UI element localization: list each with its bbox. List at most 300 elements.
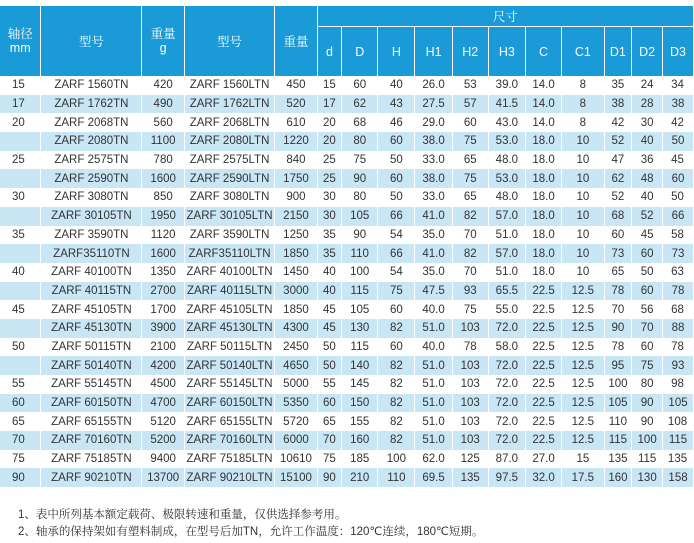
cell-weight-l: 4650 — [275, 356, 318, 375]
cell-c: 22.5 — [526, 319, 562, 338]
cell-c: 22.5 — [526, 412, 562, 431]
cell-d1: 47 — [605, 151, 633, 170]
cell-d3: 63 — [663, 263, 693, 282]
cell-d3: 60 — [663, 169, 693, 188]
cell-weight-l: 10610 — [275, 450, 318, 469]
cell-c: 22.5 — [526, 431, 562, 450]
cell-d: 130 — [342, 319, 378, 338]
cell-h3: 72.0 — [489, 394, 526, 413]
header-weight: 重量 g — [142, 6, 185, 76]
cell-h3: 72.0 — [489, 412, 526, 431]
table-row — [0, 169, 693, 188]
cell-c1: 12.5 — [562, 375, 605, 394]
table-row — [0, 356, 693, 375]
cell-d: 40 — [318, 263, 342, 282]
cell-bore: 65 — [0, 412, 41, 431]
table-row — [0, 188, 693, 207]
cell-weight: 5120 — [142, 412, 185, 431]
cell-d: 90 — [342, 226, 378, 245]
cell-h1: 51.0 — [415, 319, 452, 338]
cell-bore — [0, 356, 41, 375]
cell-h1: 51.0 — [415, 356, 452, 375]
table-row — [0, 412, 693, 431]
cell-model-l: ZARF 2080LTN — [185, 132, 275, 151]
cell-weight: 5200 — [142, 431, 185, 450]
cell-h1: 33.0 — [415, 151, 452, 170]
cell-h2: 70 — [453, 263, 489, 282]
cell-weight-l: 5350 — [275, 394, 318, 413]
footnote-2: 2、轴承的保持架如有塑料制成，在型号后加TN，允许工作温度：120℃连续，180℃短期。 — [18, 526, 484, 538]
cell-weight-l: 1850 — [275, 244, 318, 263]
cell-h1: 47.5 — [415, 282, 452, 301]
cell-h3: 48.0 — [489, 188, 526, 207]
table-row — [0, 468, 693, 487]
cell-d: 80 — [342, 132, 378, 151]
cell-h3: 39.0 — [489, 76, 526, 95]
cell-d3: 88 — [663, 319, 693, 338]
cell-model: ZARF 40100TN — [41, 263, 142, 282]
header-dim-d3: D3 — [663, 27, 693, 76]
cell-d2: 24 — [632, 76, 663, 95]
cell-weight: 1600 — [142, 169, 185, 188]
cell-h1: 51.0 — [415, 375, 452, 394]
cell-h: 82 — [378, 375, 415, 394]
cell-c1: 10 — [562, 132, 605, 151]
cell-bore: 55 — [0, 375, 41, 394]
cell-model-l: ZARF 3590LTN — [185, 226, 275, 245]
cell-model: ZARF 2068TN — [41, 113, 142, 132]
cell-h1: 35.0 — [415, 263, 452, 282]
cell-h1: 41.0 — [415, 244, 452, 263]
cell-weight: 1120 — [142, 226, 185, 245]
cell-weight: 1700 — [142, 300, 185, 319]
cell-model: ZARF 65155TN — [41, 412, 142, 431]
cell-weight-l: 1220 — [275, 132, 318, 151]
cell-weight-l: 1450 — [275, 263, 318, 282]
cell-weight: 9400 — [142, 450, 185, 469]
cell-weight: 490 — [142, 95, 185, 114]
cell-d1: 90 — [605, 319, 633, 338]
cell-d2: 40 — [632, 132, 663, 151]
cell-h2: 103 — [453, 356, 489, 375]
cell-h: 82 — [378, 412, 415, 431]
cell-d2: 45 — [632, 226, 663, 245]
cell-bore — [0, 169, 41, 188]
header-dim-h3: H3 — [489, 27, 526, 76]
cell-c: 14.0 — [526, 113, 562, 132]
cell-d2: 56 — [632, 300, 663, 319]
cell-c1: 12.5 — [562, 282, 605, 301]
cell-h3: 51.0 — [489, 263, 526, 282]
cell-d: 105 — [342, 300, 378, 319]
cell-h: 60 — [378, 300, 415, 319]
cell-model: ZARF 60150TN — [41, 394, 142, 413]
cell-d2: 115 — [632, 450, 663, 469]
cell-model-l: ZARF 60150LTN — [185, 394, 275, 413]
header-weight-l: 重量 — [275, 6, 318, 76]
cell-h1: 41.0 — [415, 207, 452, 226]
cell-h1: 51.0 — [415, 412, 452, 431]
cell-d3: 135 — [663, 450, 693, 469]
cell-h1: 51.0 — [415, 394, 452, 413]
cell-c1: 8 — [562, 95, 605, 114]
cell-h2: 65 — [453, 188, 489, 207]
cell-weight: 780 — [142, 151, 185, 170]
cell-h2: 103 — [453, 431, 489, 450]
cell-c1: 17.5 — [562, 468, 605, 487]
header-dimensions: 尺寸 — [318, 6, 693, 27]
cell-weight: 1600 — [142, 244, 185, 263]
cell-bore: 90 — [0, 468, 41, 487]
cell-model: ZARF 70160TN — [41, 431, 142, 450]
cell-c1: 12.5 — [562, 319, 605, 338]
cell-d3: 93 — [663, 356, 693, 375]
cell-d2: 70 — [632, 319, 663, 338]
cell-bore: 60 — [0, 394, 41, 413]
cell-d: 70 — [318, 431, 342, 450]
cell-d: 50 — [318, 356, 342, 375]
cell-model-l: ZARF 55145LTN — [185, 375, 275, 394]
cell-c: 18.0 — [526, 132, 562, 151]
cell-d: 60 — [318, 394, 342, 413]
footnote-1: 1、表中所列基本额定载荷、极限转速和重量，仅供选择参考用。 — [18, 509, 347, 521]
cell-bore: 40 — [0, 263, 41, 282]
cell-d1: 105 — [605, 394, 633, 413]
header-bore: 轴径 mm — [0, 6, 41, 76]
cell-bore — [0, 132, 41, 151]
cell-bore: 70 — [0, 431, 41, 450]
cell-bore: 17 — [0, 95, 41, 114]
cell-h: 82 — [378, 431, 415, 450]
table-row — [0, 244, 693, 263]
cell-d3: 38 — [663, 95, 693, 114]
cell-d3: 115 — [663, 431, 693, 450]
cell-weight: 1350 — [142, 263, 185, 282]
cell-h1: 40.0 — [415, 300, 452, 319]
cell-d3: 68 — [663, 300, 693, 319]
cell-c1: 15 — [562, 450, 605, 469]
cell-h: 66 — [378, 207, 415, 226]
cell-d: 80 — [342, 188, 378, 207]
cell-d1: 95 — [605, 356, 633, 375]
cell-d1: 78 — [605, 338, 633, 357]
cell-model-l: ZARF 2590LTN — [185, 169, 275, 188]
cell-weight-l: 2450 — [275, 338, 318, 357]
cell-h1: 35.0 — [415, 226, 452, 245]
cell-d2: 60 — [632, 244, 663, 263]
cell-h3: 65.5 — [489, 282, 526, 301]
footnotes — [18, 507, 483, 541]
cell-h3: 72.0 — [489, 431, 526, 450]
cell-model-l: ZARF 45130LTN — [185, 319, 275, 338]
cell-h1: 62.0 — [415, 450, 452, 469]
cell-h: 46 — [378, 113, 415, 132]
cell-c1: 12.5 — [562, 338, 605, 357]
cell-model: ZARF 75185TN — [41, 450, 142, 469]
cell-c1: 8 — [562, 113, 605, 132]
cell-d3: 98 — [663, 375, 693, 394]
cell-weight-l: 6000 — [275, 431, 318, 450]
cell-model: ZARF35110TN — [41, 244, 142, 263]
cell-c1: 12.5 — [562, 431, 605, 450]
cell-d1: 135 — [605, 450, 633, 469]
cell-d: 30 — [318, 207, 342, 226]
cell-weight-l: 1750 — [275, 169, 318, 188]
cell-c: 14.0 — [526, 76, 562, 95]
table-row — [0, 450, 693, 469]
cell-h2: 75 — [453, 300, 489, 319]
cell-c: 22.5 — [526, 356, 562, 375]
cell-bore: 25 — [0, 151, 41, 170]
cell-d: 210 — [342, 468, 378, 487]
cell-d3: 50 — [663, 188, 693, 207]
cell-c: 22.5 — [526, 394, 562, 413]
cell-bore: 35 — [0, 226, 41, 245]
cell-weight-l: 2150 — [275, 207, 318, 226]
cell-h1: 51.0 — [415, 431, 452, 450]
header-model-l: 型号 — [185, 6, 275, 76]
cell-d: 185 — [342, 450, 378, 469]
cell-weight-l: 15100 — [275, 468, 318, 487]
cell-model: ZARF 50140TN — [41, 356, 142, 375]
header-dim-c: C — [526, 27, 562, 76]
cell-d3: 34 — [663, 76, 693, 95]
cell-d3: 158 — [663, 468, 693, 487]
cell-weight: 2100 — [142, 338, 185, 357]
cell-bore — [0, 319, 41, 338]
cell-model: ZARF 2080TN — [41, 132, 142, 151]
cell-bore — [0, 282, 41, 301]
cell-d1: 73 — [605, 244, 633, 263]
cell-d1: 35 — [605, 76, 633, 95]
cell-h: 66 — [378, 244, 415, 263]
cell-weight: 3900 — [142, 319, 185, 338]
cell-d2: 90 — [632, 394, 663, 413]
cell-h2: 103 — [453, 394, 489, 413]
cell-h2: 75 — [453, 132, 489, 151]
header-dim-h1: H1 — [415, 27, 452, 76]
cell-c1: 10 — [562, 169, 605, 188]
cell-d2: 40 — [632, 188, 663, 207]
cell-d: 20 — [318, 132, 342, 151]
cell-model-l: ZARF 40115LTN — [185, 282, 275, 301]
cell-model-l: ZARF 65155LTN — [185, 412, 275, 431]
cell-bore — [0, 244, 41, 263]
header-dim-h2: H2 — [453, 27, 489, 76]
cell-h: 100 — [378, 450, 415, 469]
cell-bore — [0, 207, 41, 226]
header-dim-d: d — [318, 27, 342, 76]
cell-model: ZARF 45130TN — [41, 319, 142, 338]
cell-c: 22.5 — [526, 300, 562, 319]
cell-d: 35 — [318, 226, 342, 245]
cell-d1: 62 — [605, 169, 633, 188]
cell-h3: 72.0 — [489, 356, 526, 375]
table-row — [0, 151, 693, 170]
cell-d: 40 — [318, 282, 342, 301]
table-row — [0, 95, 693, 114]
cell-h2: 82 — [453, 244, 489, 263]
cell-c1: 10 — [562, 244, 605, 263]
cell-h2: 103 — [453, 375, 489, 394]
cell-model: ZARF 1762TN — [41, 95, 142, 114]
cell-d: 30 — [318, 188, 342, 207]
cell-c1: 12.5 — [562, 300, 605, 319]
cell-c: 18.0 — [526, 244, 562, 263]
header-dim-d1: D1 — [605, 27, 633, 76]
cell-h2: 93 — [453, 282, 489, 301]
cell-model: ZARF 1560TN — [41, 76, 142, 95]
cell-model: ZARF 3590TN — [41, 226, 142, 245]
cell-c1: 10 — [562, 151, 605, 170]
table-row — [0, 132, 693, 151]
cell-c: 22.5 — [526, 338, 562, 357]
cell-model: ZARF 90210TN — [41, 468, 142, 487]
cell-weight-l: 1250 — [275, 226, 318, 245]
cell-d: 25 — [318, 169, 342, 188]
cell-h2: 60 — [453, 113, 489, 132]
cell-model-l: ZARF35110LTN — [185, 244, 275, 263]
cell-h: 54 — [378, 226, 415, 245]
cell-h2: 70 — [453, 226, 489, 245]
header-dim-h: H — [378, 27, 415, 76]
cell-c: 18.0 — [526, 151, 562, 170]
cell-d: 68 — [342, 113, 378, 132]
cell-model-l: ZARF 40100LTN — [185, 263, 275, 282]
cell-h3: 57.0 — [489, 207, 526, 226]
cell-h3: 53.0 — [489, 169, 526, 188]
cell-c1: 10 — [562, 188, 605, 207]
cell-d1: 110 — [605, 412, 633, 431]
cell-d2: 130 — [632, 468, 663, 487]
cell-d1: 60 — [605, 226, 633, 245]
cell-d1: 160 — [605, 468, 633, 487]
cell-weight-l: 520 — [275, 95, 318, 114]
cell-d: 25 — [318, 151, 342, 170]
cell-model: ZARF 45105TN — [41, 300, 142, 319]
cell-d: 15 — [318, 76, 342, 95]
cell-h3: 57.0 — [489, 244, 526, 263]
cell-d2: 50 — [632, 263, 663, 282]
cell-model-l: ZARF 2575LTN — [185, 151, 275, 170]
cell-d1: 115 — [605, 431, 633, 450]
cell-model-l: ZARF 1560LTN — [185, 76, 275, 95]
spec-table — [0, 6, 693, 487]
table-row — [0, 282, 693, 301]
cell-d: 160 — [342, 431, 378, 450]
cell-d: 35 — [318, 244, 342, 263]
cell-d: 155 — [342, 412, 378, 431]
cell-c: 32.0 — [526, 468, 562, 487]
cell-d: 20 — [318, 113, 342, 132]
cell-d: 115 — [342, 338, 378, 357]
cell-d3: 73 — [663, 244, 693, 263]
cell-c1: 10 — [562, 263, 605, 282]
cell-d3: 42 — [663, 113, 693, 132]
cell-h2: 57 — [453, 95, 489, 114]
cell-d2: 100 — [632, 431, 663, 450]
cell-d2: 90 — [632, 412, 663, 431]
cell-h: 75 — [378, 282, 415, 301]
cell-model: ZARF 2575TN — [41, 151, 142, 170]
cell-weight: 850 — [142, 188, 185, 207]
cell-h1: 26.0 — [415, 76, 452, 95]
cell-h: 40 — [378, 76, 415, 95]
cell-h: 60 — [378, 132, 415, 151]
cell-c: 18.0 — [526, 188, 562, 207]
cell-weight-l: 900 — [275, 188, 318, 207]
cell-c: 18.0 — [526, 207, 562, 226]
cell-d1: 68 — [605, 207, 633, 226]
cell-d3: 45 — [663, 151, 693, 170]
cell-d1: 100 — [605, 375, 633, 394]
cell-model: ZARF 55145TN — [41, 375, 142, 394]
cell-c1: 12.5 — [562, 412, 605, 431]
cell-c1: 12.5 — [562, 394, 605, 413]
cell-model-l: ZARF 30105LTN — [185, 207, 275, 226]
cell-d1: 52 — [605, 188, 633, 207]
cell-c1: 8 — [562, 76, 605, 95]
cell-d: 45 — [318, 300, 342, 319]
cell-h1: 29.0 — [415, 113, 452, 132]
cell-weight: 1950 — [142, 207, 185, 226]
cell-d1: 52 — [605, 132, 633, 151]
cell-weight-l: 4300 — [275, 319, 318, 338]
cell-h: 60 — [378, 169, 415, 188]
cell-d2: 28 — [632, 95, 663, 114]
cell-h: 82 — [378, 319, 415, 338]
cell-h: 50 — [378, 188, 415, 207]
cell-h3: 41.5 — [489, 95, 526, 114]
cell-h: 50 — [378, 151, 415, 170]
cell-h: 82 — [378, 394, 415, 413]
cell-d: 50 — [318, 338, 342, 357]
cell-h3: 48.0 — [489, 151, 526, 170]
cell-d: 110 — [342, 244, 378, 263]
cell-h2: 82 — [453, 207, 489, 226]
cell-c: 27.0 — [526, 450, 562, 469]
cell-weight-l: 5720 — [275, 412, 318, 431]
cell-h2: 75 — [453, 169, 489, 188]
cell-d: 115 — [342, 282, 378, 301]
cell-c: 18.0 — [526, 226, 562, 245]
cell-bore: 15 — [0, 76, 41, 95]
cell-d2: 30 — [632, 113, 663, 132]
cell-h3: 55.0 — [489, 300, 526, 319]
cell-bore: 45 — [0, 300, 41, 319]
cell-weight: 420 — [142, 76, 185, 95]
cell-c1: 12.5 — [562, 356, 605, 375]
cell-d3: 66 — [663, 207, 693, 226]
cell-model: ZARF 2590TN — [41, 169, 142, 188]
table-row — [0, 263, 693, 282]
cell-h1: 33.0 — [415, 188, 452, 207]
cell-c: 22.5 — [526, 375, 562, 394]
cell-weight-l: 840 — [275, 151, 318, 170]
cell-d: 45 — [318, 319, 342, 338]
cell-h: 54 — [378, 263, 415, 282]
cell-h2: 78 — [453, 338, 489, 357]
cell-d2: 52 — [632, 207, 663, 226]
cell-c: 22.5 — [526, 282, 562, 301]
cell-c: 14.0 — [526, 95, 562, 114]
header-dim-d2: D2 — [632, 27, 663, 76]
table-row — [0, 319, 693, 338]
cell-bore: 20 — [0, 113, 41, 132]
cell-c1: 10 — [562, 226, 605, 245]
cell-model: ZARF 50115TN — [41, 338, 142, 357]
cell-h3: 87.0 — [489, 450, 526, 469]
